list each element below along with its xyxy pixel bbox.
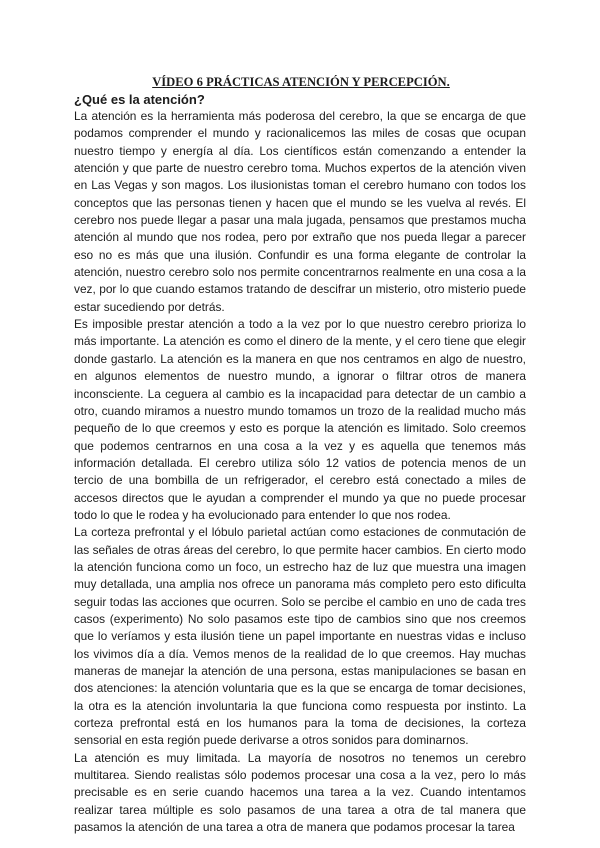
- document-body: [74, 74, 526, 836]
- paragraph-4: La atención es muy limitada. La mayoría de nosotros no tenemos un cerebro multitarea. Siendo realistas sólo podemos procesar una cosa a la vez, pero lo más precisable es en serie cuando hacemos una tarea a la vez. Cuando intentamos realizar tarea múltiple es solo pasamos de una tarea a otra de tal manera que pasamos la atención de una tarea a otra de manera que podamos procesar la tarea: [74, 750, 526, 835]
- paragraph-2: Es imposible prestar atención a todo a la vez por lo que nuestro cerebro prioriza lo más importante. La atención es como el dinero de la mente, y el cero tiene que elegir donde gastarlo. La atención es la manera en que nos centramos en algo de nuestro, en algunos elementos de nuestro mundo, a ignorar o filtrar otros de manera inconsciente. La ceguera al cambio es la incapacidad para detectar de un cambio a otro, cuando miramos a nuestro mundo tomamos un trozo de la realidad mucho más pequeño de lo que creemos y esto es porque la atención es limitado. Solo creemos que podemos centrarnos en una cosa a la vez y es aquella que tenemos más información detallada. El cerebro utiliza sólo 12 vatios de potencia menos de un tercio de una bombilla de un refrigerador, el cerebro está conectado a miles de accesos directos que le ayudan a comprender el mundo ya que no puede procesar todo lo que le rodea y ha evolucionado para entender lo que nos rodea.: [74, 317, 526, 522]
- paragraph-3: La corteza prefrontal y el lóbulo parietal actúan como estaciones de conmutación de las señales de otras áreas del cerebro, lo que permite hacer cambios. En cierto modo la atención funciona como un foco, un estrecho haz de luz que muestra una imagen muy detallada, una amplia nos ofrece un panorama más completo pero esto dificulta seguir todas las acciones que ocurren. Solo se percibe el cambio en uno de cada tres casos (experimento) No solo pasamos este tipo de cambios sino que nos creemos que lo veríamos y esta ilusión tiene un papel importante en nuestras vidas e incluso los vivimos día a día. Vemos menos de la realidad de lo que creemos. Hay muchas maneras de manejar la atención de una persona, estas manipulaciones se basan en dos atenciones: la atención voluntaria que es la que se encarga de tomar decisiones, la otra es la atención involuntaria la que funciona como respuesta por instinto. La corteza prefrontal está en los humanos para la toma de decisiones, la corteza sensorial en esta región puede derivarse a otros sonidos para dominarnos.: [74, 525, 526, 748]
- document-title: VÍDEO 6 PRÁCTICAS ATENCIÓN Y PERCEPCIÓN.: [152, 75, 450, 89]
- paragraph-1: La atención es la herramienta más poderosa del cerebro, la que se encarga de que podamos comprender el mundo y racionalicemos las miles de cosas que ocupan nuestro tiempo y energía al día. Los científicos están comenzando a entender la atención y que parte de nuestro cerebro toma. Muchos expertos de la atención viven en Las Vegas y son magos. Los ilusionistas toman el cerebro humano con todos los conceptos que las personas tienen y hacen que el mundo se les vuelva al revés. El cerebro nos puede llegar a pasar una mala jugada, pensamos que prestamos mucha atención al mundo que nos rodea, pero por extraño que nos pueda llegar a parecer eso no es más que una ilusión. Confundir es una forma elegante de controlar la atención, nuestro cerebro solo nos permite concentrarnos realmente en una cosa a la vez, por lo que cuando estamos tratando de descifrar un misterio, otro misterio puede estar sucediendo por detrás.: [74, 109, 526, 314]
- section-heading: ¿Qué es la atención?: [74, 92, 205, 107]
